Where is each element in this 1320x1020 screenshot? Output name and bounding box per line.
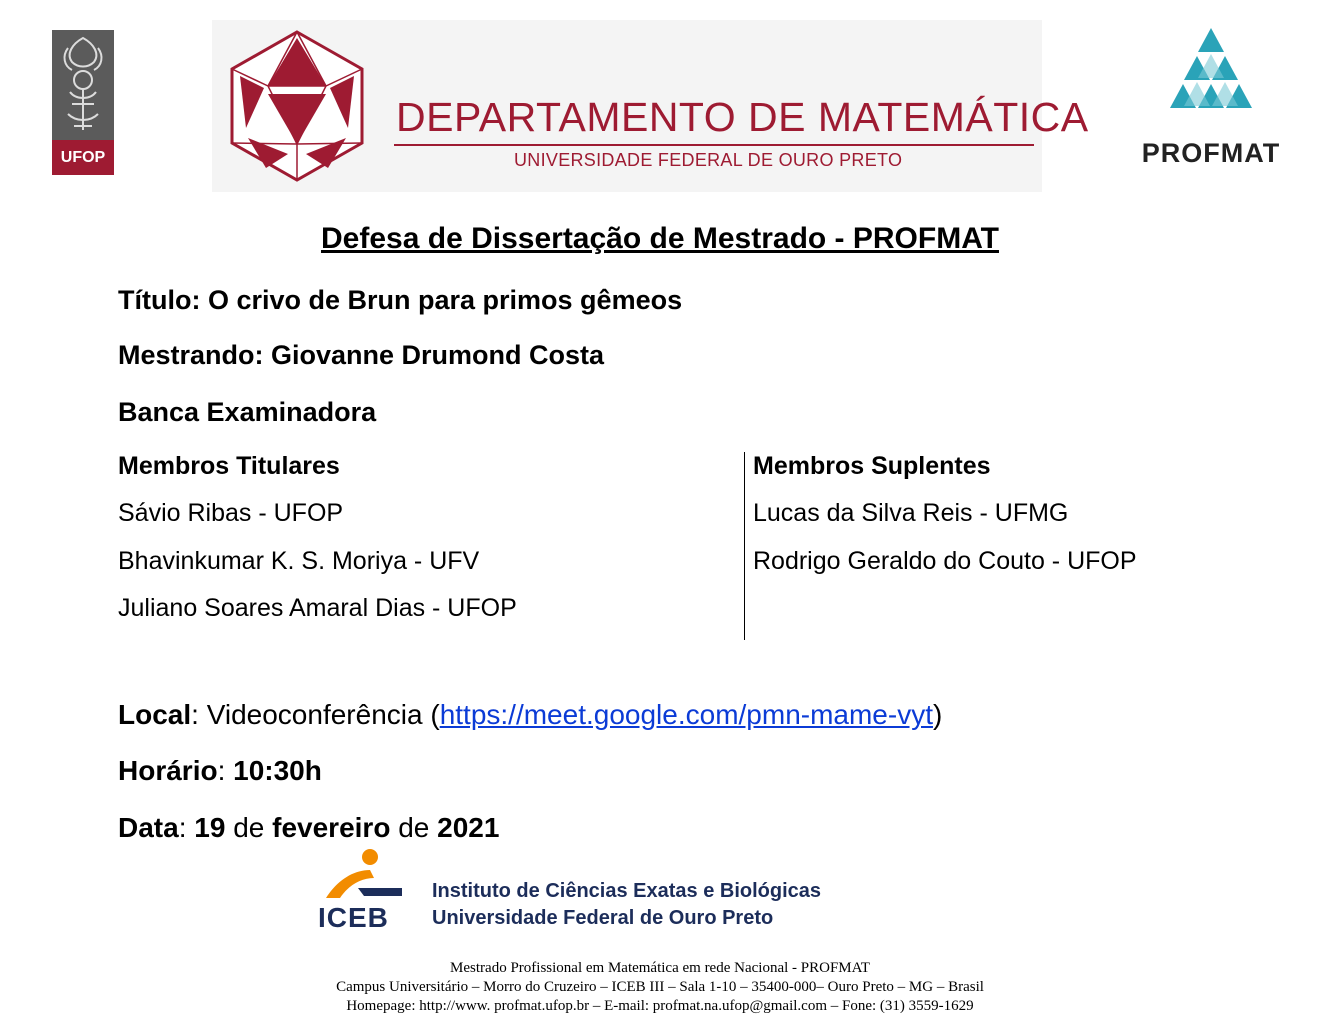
titular-member: Sávio Ribas - UFOP bbox=[118, 499, 344, 527]
ufop-logo bbox=[52, 30, 114, 175]
department-banner bbox=[212, 20, 1089, 192]
iceb-mark-icon bbox=[318, 848, 408, 906]
horario-value: 10:30h bbox=[233, 755, 322, 786]
profmat-triangle-icon bbox=[1156, 26, 1266, 122]
horario-label: Horário bbox=[118, 755, 218, 786]
dissertation-title: Título: O crivo de Brun para primos gêmeos bbox=[118, 285, 683, 315]
footer-address: Campus Universitário – Morro do Cruzeiro – ICEB III – Sala 1-10 – 35400-000– Ouro Preto – MG – Brasil bbox=[336, 979, 984, 995]
footer-program: Mestrado Profissional em Matemática em rede Nacional - PROFMAT bbox=[450, 960, 870, 976]
suplentes-heading: Membros Suplentes bbox=[753, 452, 991, 480]
data-de: de bbox=[233, 812, 265, 843]
meeting-link[interactable]: https://meet.google.com/pmn-mame-vyt bbox=[439, 699, 933, 730]
iceb-acronym: ICEB bbox=[318, 902, 389, 933]
suplente-member: Lucas da Silva Reis - UFMG bbox=[753, 499, 1069, 527]
data-de: de bbox=[398, 812, 430, 843]
data-month: fevereiro bbox=[272, 812, 391, 843]
data-line: Data: 19 de fevereiro de 2021 bbox=[118, 812, 500, 843]
department-divider bbox=[394, 144, 1034, 146]
iceb-institute-name: Instituto de Ciências Exatas e Biológicas bbox=[432, 880, 822, 902]
data-day: 19 bbox=[194, 812, 226, 843]
local-line: Local: Videoconferência (https://meet.google.com/pmn-mame-vyt) bbox=[118, 699, 943, 730]
footer-contact: Homepage: http://www. profmat.ufop.br – E-mail: profmat.na.ufop@gmail.com – Fone: (31) 3559-1629 bbox=[346, 998, 974, 1014]
document-title: Defesa de Dissertação de Mestrado - PROFMAT bbox=[321, 222, 999, 255]
suplente-member: Rodrigo Geraldo do Couto - UFOP bbox=[753, 547, 1137, 575]
iceb-university-name: Universidade Federal de Ouro Preto bbox=[432, 907, 774, 929]
ufop-label: UFOP bbox=[52, 140, 114, 175]
iceb-logo bbox=[318, 848, 878, 938]
student-name: Mestrando: Giovanne Drumond Costa bbox=[118, 340, 605, 370]
titulares-heading: Membros Titulares bbox=[118, 452, 340, 480]
titular-member: Juliano Soares Amaral Dias - UFOP bbox=[118, 594, 517, 622]
committee-heading: Banca Examinadora bbox=[118, 397, 377, 427]
column-divider bbox=[744, 452, 745, 640]
horario-line: Horário: 10:30h bbox=[118, 755, 322, 786]
profmat-logo bbox=[1130, 26, 1292, 172]
department-name: DEPARTAMENTO DE MATEMÁTICA bbox=[396, 94, 1089, 140]
data-label: Data bbox=[118, 812, 179, 843]
local-value: Videoconferência bbox=[206, 699, 423, 730]
university-name: UNIVERSIDADE FEDERAL DE OURO PRETO bbox=[514, 150, 903, 170]
ufop-emblem-icon bbox=[52, 30, 114, 140]
icosahedron-icon bbox=[226, 28, 368, 184]
profmat-wordmark: PROFMAT bbox=[1141, 138, 1281, 168]
local-label: Local bbox=[118, 699, 192, 730]
titular-member: Bhavinkumar K. S. Moriya - UFV bbox=[118, 547, 480, 575]
data-year: 2021 bbox=[437, 812, 500, 843]
